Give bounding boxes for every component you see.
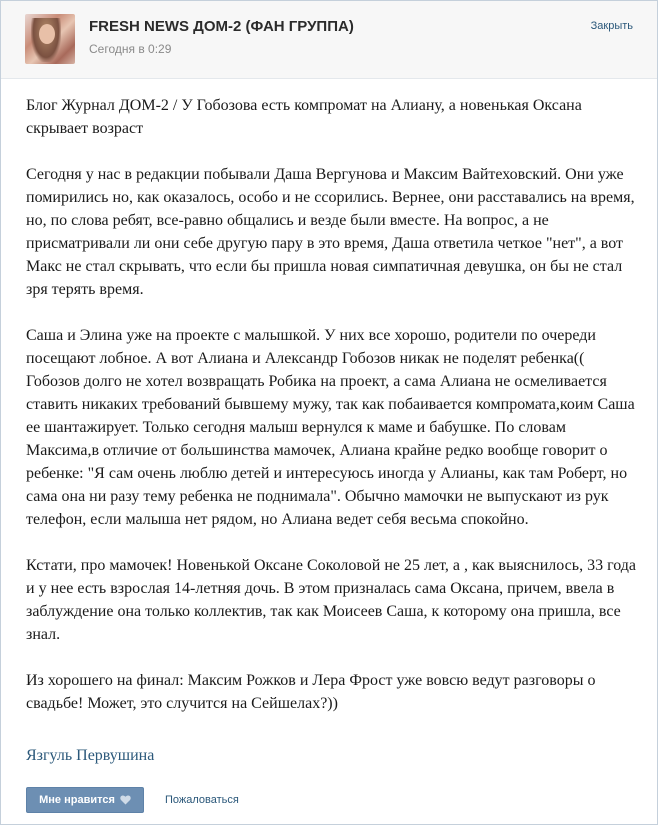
post-paragraph: Кстати, про мамочек! Новенькой Оксане Соколовой не 25 лет, а , как выяснилось, 33 года и у нее есть взрослая 14-летняя дочь. В этом призналась сама Оксана, причем, ввела в заблуждение она только коллектив, так как Моисеев Саша, к которому она пришла, все знал. [26,557,637,643]
author-link[interactable]: Язгуль Первушина [26,747,155,764]
post-text [26,94,638,738]
group-name-link[interactable]: FRESH NEWS ДОМ-2 (ФАН ГРУППА) [89,18,354,35]
like-button-label: Мне нравится [39,794,115,806]
close-button[interactable]: Закрыть [590,20,633,32]
post-paragraph-title: Блог Журнал ДОМ-2 / У Гобозова есть компромат на Алиану, а новенькая Оксана скрывает возраст [26,97,582,137]
like-button[interactable] [26,787,144,813]
post-paragraph: Сегодня у нас в редакции побывали Даша Вергунова и Максим Вайтеховский. Они уже помирились но, как оказалось, особо и не ссорились. Вернее, они расставались на время, но, по слова ребят, все-равно общались и везде были вместе. На вопрос, а не присматривали ли они себе другую пару в это время, Даша ответила четкое "нет", а вот Макс не стал скрывать, что если бы пришла новая симпатичная девушка, он бы не стал зря терять время. [26,166,635,298]
group-avatar[interactable] [25,14,75,64]
report-link[interactable]: Пожаловаться [165,794,239,806]
post-paragraph: Из хорошего на финал: Максим Рожков и Лера Фрост уже вовсю ведут разговоры о свадьбе! Может, это случится на Сейшелах?)) [26,672,596,712]
post-timestamp[interactable]: Сегодня в 0:29 [89,42,172,56]
heart-icon [120,795,131,805]
post-header [1,1,657,79]
avatar-face [39,24,55,44]
post-paragraph: Саша и Элина уже на проекте с малышкой. У них все хорошо, родители по очереди посещают лобное. А вот Алиана и Александр Гобозов никак не поделят ребенка(( Гобозов долго не хотел возвращать Робика на проект, а сама Алиана не осмеливается ставить никаких требований бывшему мужу, так как побаивается компромата,коим Саша ее шантажирует. Только сегодня малыш вернулся к маме и бабушке. По словам Максима,в отличие от большинства мамочек, Алиана крайне редко вообще говорит о ребенке: "Я сам очень люблю детей и интересуюсь иногда у Алианы, как там Роберт, но сама она ни разу тему ребенка не поднимала". Обычно мамочки не выпускают из рук телефон, если малыша нет рядом, но Алиана ведет себя весьма спокойно. [26,327,635,528]
